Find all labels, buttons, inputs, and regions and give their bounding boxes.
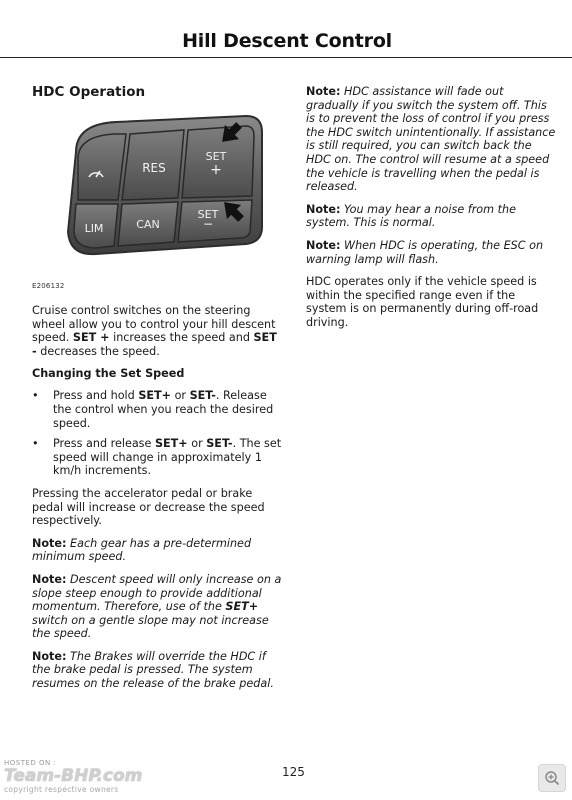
zoom-in-icon <box>544 770 560 786</box>
page-header-title: Hill Descent Control <box>182 30 392 52</box>
watermark-brand: Team-BHP.com <box>4 766 143 786</box>
intro-paragraph: Cruise control switches on the steering wheel allow you to control your hill descent speed. SET + increases the speed and SET - decreases the speed. <box>32 304 277 358</box>
bullet-list <box>32 389 282 478</box>
bullet-icon: • <box>32 389 39 403</box>
watermark <box>4 759 142 794</box>
left-column <box>32 84 282 700</box>
watermark-copyright: copyright respective owners <box>4 785 119 794</box>
page-number: 125 <box>282 765 305 779</box>
label-lim: LIM <box>84 222 104 235</box>
label-set-plus-word: SET <box>205 150 227 163</box>
hdc-speed-range-paragraph: HDC operates only if the vehicle speed is within the specified range even if the system is on permanently during off-road driving. <box>306 275 539 329</box>
watermark-hosted: HOSTED ON : <box>4 759 57 767</box>
button-speedo <box>78 134 126 200</box>
bullet-icon: • <box>32 437 39 451</box>
cruise-switch-figure <box>56 112 276 262</box>
label-set-minus-sign: − <box>202 217 214 231</box>
label-set-minus-word: SET <box>197 208 219 221</box>
note-brakes: Note: The Brakes will override the HDC if the brake pedal is pressed. The system resumes on the release of the brake pedal. <box>32 649 274 691</box>
list-item: • Press and release SET+ or SET-. The set speed will change in approximately 1 km/h increments. <box>32 437 282 478</box>
list-item: • Press and hold SET+ or SET-. Release the control when you reach the desired speed. <box>32 389 274 430</box>
note-noise: Note: You may hear a noise from the system. This is normal. <box>306 202 516 230</box>
label-res: RES <box>142 161 166 175</box>
figure-code: E206132 <box>32 282 65 290</box>
note-min-speed: Note: Each gear has a pre-determined minimum speed. <box>32 536 252 564</box>
button-set-minus <box>178 200 252 242</box>
note-descent-speed: Note: Descent speed will only increase on a slope steep enough to provide additional momentum. Therefore, use of the SET+ switch on a gentle slope may not increase the speed. <box>32 572 282 641</box>
zoom-button[interactable] <box>538 764 566 792</box>
section-title: HDC Operation <box>32 84 146 100</box>
header-rule <box>0 57 572 58</box>
label-can: CAN <box>136 218 160 231</box>
note-fade-out: Note: HDC assistance will fade out gradually if you switch the system off. This is to prevent the loss of control if you press the HDC switch unintentionally. If assistance is still required, you can switch back the HDC on. The control will resume at a speed the vehicle is travelling when the pedal is released. <box>306 85 556 194</box>
right-column <box>306 85 556 339</box>
label-set-plus-sign: + <box>210 162 222 178</box>
accelerator-paragraph: Pressing the accelerator pedal or brake pedal will increase or decrease the speed respectively. <box>32 486 265 528</box>
subheading-changing-set-speed: Changing the Set Speed <box>32 367 185 381</box>
note-esc-lamp: Note: When HDC is operating, the ESC on warning lamp will flash. <box>306 238 544 266</box>
